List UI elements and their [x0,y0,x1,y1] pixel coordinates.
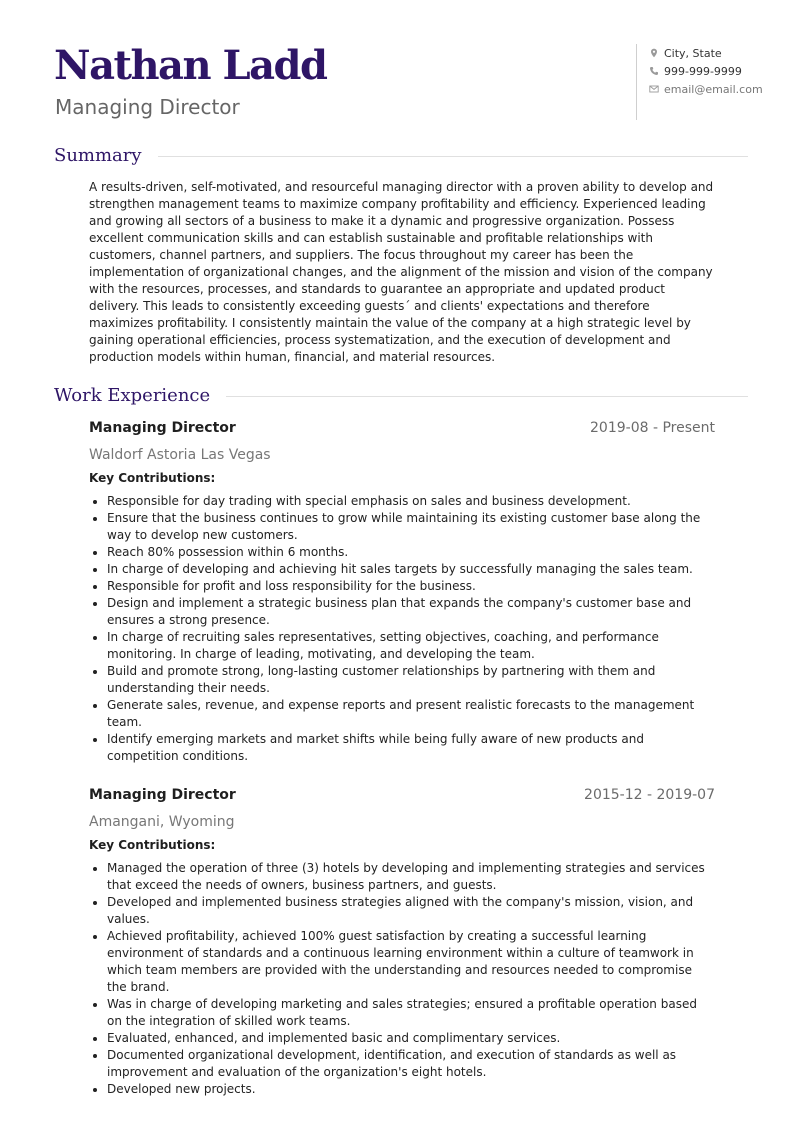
contact-block [636,44,796,120]
section-divider [226,396,748,397]
job-entry-1 [89,420,715,765]
candidate-name: Nathan Ladd [54,42,327,89]
envelope-icon [649,84,659,94]
job-company: Amangani, Wyoming [89,814,235,830]
summary-heading-row [54,145,748,167]
list-item: • Documented organizational development, identification, and execution of standards as well as improvement and evaluation of the organization's eight hotels. [107,1047,715,1081]
summary-text: A results-driven, self-motivated, and resourceful managing director with a proven ability to develop and strengthen management teams to maximize company profitability and efficiency. Experienced leading and growing all sectors of a business to make it a dynamic and progressive organization. Possess excellent communication skills and can establish sustainable and profitable relationships with customers, channel partners, and suppliers. The focus throughout my career has been the implementation of organizational changes, and the alignment of the mission and vision of the company with the resources, processes, and standards to guarantee an appropriate and updated product delivery. This leads to consistently exceeding guests´ and clients' expectations and therefore maximizes profitability. I consistently maintain the value of the company at a high strategic level by gaining operational efficiencies, process systematization, and the execution of development and production models within human, financial, and material resources. [89,180,714,364]
job-subheading: Key Contributions: [89,471,216,485]
contact-email[interactable] [649,80,796,98]
job-title: Managing Director [89,787,236,803]
experience-heading-row [54,385,748,407]
experience-heading: Work Experience [54,385,211,406]
candidate-title: Managing Director [55,95,240,119]
list-item: • Achieved profitability, achieved 100% guest satisfaction by creating a successful learning environment of standards and a continuous learning environment within a culture of teamwork in which team members are provided with the understanding and resources needed to compromise the brand. [107,928,715,996]
email-text: email@email.com [664,82,763,96]
job-company: Waldorf Astoria Las Vegas [89,447,271,463]
list-item: • Identify emerging markets and market shifts while being fully aware of new products and competition conditions. [107,731,715,765]
list-item: • Managed the operation of three (3) hotels by developing and implementing strategies and services that exceed the needs of owners, business partners, and guests. [107,860,715,894]
list-item: • Was in charge of developing marketing and sales strategies; ensured a profitable operation based on the integration of skilled work teams. [107,996,715,1030]
summary-heading: Summary [54,145,142,166]
list-item: • Reach 80% possession within 6 months. [107,544,715,561]
job-dates: 2019-08 - Present [590,420,715,436]
job-title: Managing Director [89,420,236,436]
job-header [89,787,715,809]
location-text: City, State [664,46,722,60]
job-dates: 2015-12 - 2019-07 [584,787,715,803]
list-item: • Developed and implemented business strategies aligned with the company's mission, vision, and values. [107,894,715,928]
location-pin-icon [649,48,659,58]
job-subheading: Key Contributions: [89,838,216,852]
job-header [89,420,715,442]
phone-icon [649,66,659,76]
list-item: • Generate sales, revenue, and expense reports and present realistic forecasts to the management team. [107,697,715,731]
list-item: • Ensure that the business continues to grow while maintaining its existing customer base along the way to develop new customers. [107,510,715,544]
job-bullets [89,493,715,765]
section-divider [158,156,748,157]
list-item: • In charge of recruiting sales representatives, setting objectives, coaching, and performance monitoring. In charge of leading, motivating, and developing the team. [107,629,715,663]
list-item: • Responsible for day trading with special emphasis on sales and business development. [107,493,715,510]
contact-phone [649,62,796,80]
list-item: • Responsible for profit and loss responsibility for the business. [107,578,715,595]
contact-location [649,44,796,62]
job-bullets [89,860,715,1098]
list-item: • Evaluated, enhanced, and implemented basic and complimentary services. [107,1030,715,1047]
list-item: • Build and promote strong, long-lasting customer relationships by partnering with them and understanding their needs. [107,663,715,697]
list-item: • Developed new projects. [107,1081,715,1098]
job-entry-2 [89,787,715,1098]
phone-text: 999-999-9999 [664,64,742,78]
list-item: • Design and implement a strategic business plan that expands the company's customer base and ensures a strong presence. [107,595,715,629]
list-item: • In charge of developing and achieving hit sales targets by successfully managing the sales team. [107,561,715,578]
